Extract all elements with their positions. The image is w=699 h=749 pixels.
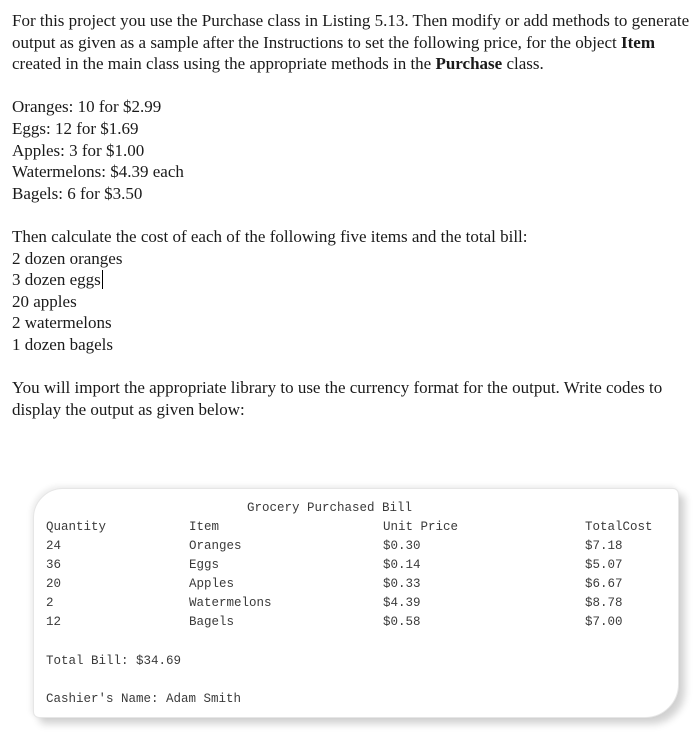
purchase-bold-text: Purchase: [435, 54, 503, 74]
instructions-document: [12, 10, 692, 420]
cashier-name: Cashier's Name: Adam Smith: [46, 692, 242, 706]
row-total-cost: $6.67: [585, 577, 623, 591]
text-cursor[interactable]: 3 dozen eggs: [12, 270, 101, 290]
row-total-cost: $7.00: [585, 615, 623, 629]
row-quantity: 36: [46, 558, 62, 572]
row-unit-price: $0.30: [383, 539, 421, 553]
price-item: Apples: 3 for $1.00: [12, 140, 145, 160]
row-quantity: 20: [46, 577, 62, 591]
row-total-cost: $5.07: [585, 558, 623, 572]
quantity-item: 1 dozen bagels: [12, 334, 114, 354]
row-quantity: 2: [46, 596, 54, 610]
row-unit-price: $0.58: [383, 615, 421, 629]
price-item: Watermelons: $4.39 each: [12, 162, 184, 182]
price-list: [12, 96, 692, 204]
quantity-item: 2 dozen oranges: [12, 248, 123, 268]
quantity-item[interactable]: [12, 269, 692, 291]
row-total-cost: $7.18: [585, 539, 623, 553]
header-total-cost: TotalCost: [585, 520, 653, 534]
intro-text-2: created in the main class using the appropriate methods in the: [12, 54, 436, 74]
row-unit-price: $0.14: [383, 558, 421, 572]
bill-title: Grocery Purchased Bill: [247, 501, 413, 515]
quantity-item: 20 apples: [12, 291, 77, 311]
bill-output-image: [33, 488, 679, 718]
row-unit-price: $4.39: [383, 596, 421, 610]
total-bill: Total Bill: $34.69: [46, 654, 182, 668]
intro-paragraph: [12, 10, 692, 75]
import-paragraph: You will import the appropriate library to use the currency format for the output. Write codes to display the output as given below:: [12, 378, 663, 419]
row-quantity: 24: [46, 539, 62, 553]
row-quantity: 12: [46, 615, 62, 629]
row-item: Apples: [189, 577, 235, 591]
price-item: Oranges: 10 for $2.99: [12, 97, 162, 117]
header-item: Item: [189, 520, 220, 534]
quantity-list: [12, 248, 692, 356]
header-unit-price: Unit Price: [383, 520, 459, 534]
intro-text-3: class.: [502, 54, 544, 74]
calculate-paragraph: Then calculate the cost of each of the following five items and the total bill:: [12, 226, 528, 246]
quantity-item: 2 watermelons: [12, 313, 112, 333]
price-item: Eggs: 12 for $1.69: [12, 118, 139, 138]
row-unit-price: $0.33: [383, 577, 421, 591]
row-total-cost: $8.78: [585, 596, 623, 610]
row-item: Watermelons: [189, 596, 272, 610]
intro-text-1: For this project you use the Purchase class in Listing 5.13. Then modify or add methods to generate output as given as a sample after the Instructions to set the following price, for the object: [12, 11, 690, 52]
header-quantity: Quantity: [46, 520, 107, 534]
price-item: Bagels: 6 for $3.50: [12, 183, 143, 203]
row-item: Oranges: [189, 539, 242, 553]
row-item: Eggs: [189, 558, 220, 572]
row-item: Bagels: [189, 615, 235, 629]
item-bold-text: Item: [621, 32, 655, 52]
